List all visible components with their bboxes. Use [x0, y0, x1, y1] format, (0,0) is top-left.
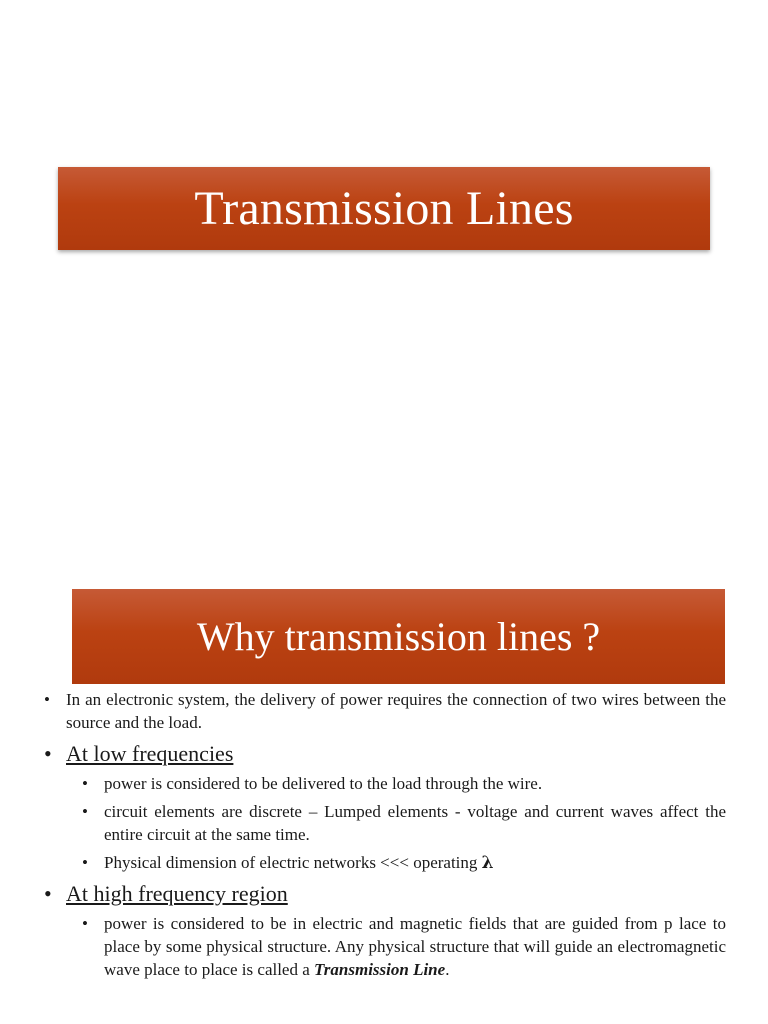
- slide-title: Transmission Lines: [194, 182, 574, 235]
- term-line: Line: [413, 960, 446, 979]
- bullet-intro: • In an electronic system, the delivery of power requires the connection of two wires between the source and the load.: [44, 688, 726, 734]
- sub-bullet-low-2: • circuit elements are discrete – Lumped elements - voltage and current waves affect the entire circuit at the same time.: [82, 800, 726, 846]
- sub-bullet-low-3-text: Physical dimension of electric networks <<< operating: [104, 853, 478, 872]
- bullet-high-frequency: [44, 880, 726, 908]
- high-frequency-heading: At high frequency region: [66, 881, 288, 906]
- slide-content: [44, 688, 726, 986]
- sub-bullet-high-1-text: power is considered to be in electric and magnetic fields that are guided from p lace to place by some physical structure. Any physical structure that will guide an electromagnetic wave place to place is called a: [104, 914, 726, 979]
- section-title: Why transmission lines ?: [196, 614, 601, 659]
- low-frequencies-heading: At low frequencies: [66, 741, 234, 766]
- sub-bullet-low-3: [82, 851, 726, 875]
- lambda-symbol: λ: [481, 853, 494, 873]
- section-title-bar: [72, 589, 725, 684]
- sub-bullet-low-1: • power is considered to be delivered to the load through the wire.: [82, 772, 726, 795]
- sub-bullet-high-1: [82, 912, 726, 981]
- term-transmission: Transmission: [314, 960, 409, 979]
- bullet-low-frequencies: [44, 740, 726, 768]
- bullet-list: [44, 688, 726, 981]
- slide-title-bar: [58, 167, 710, 250]
- sub-bullet-high-1-end: .: [445, 960, 450, 979]
